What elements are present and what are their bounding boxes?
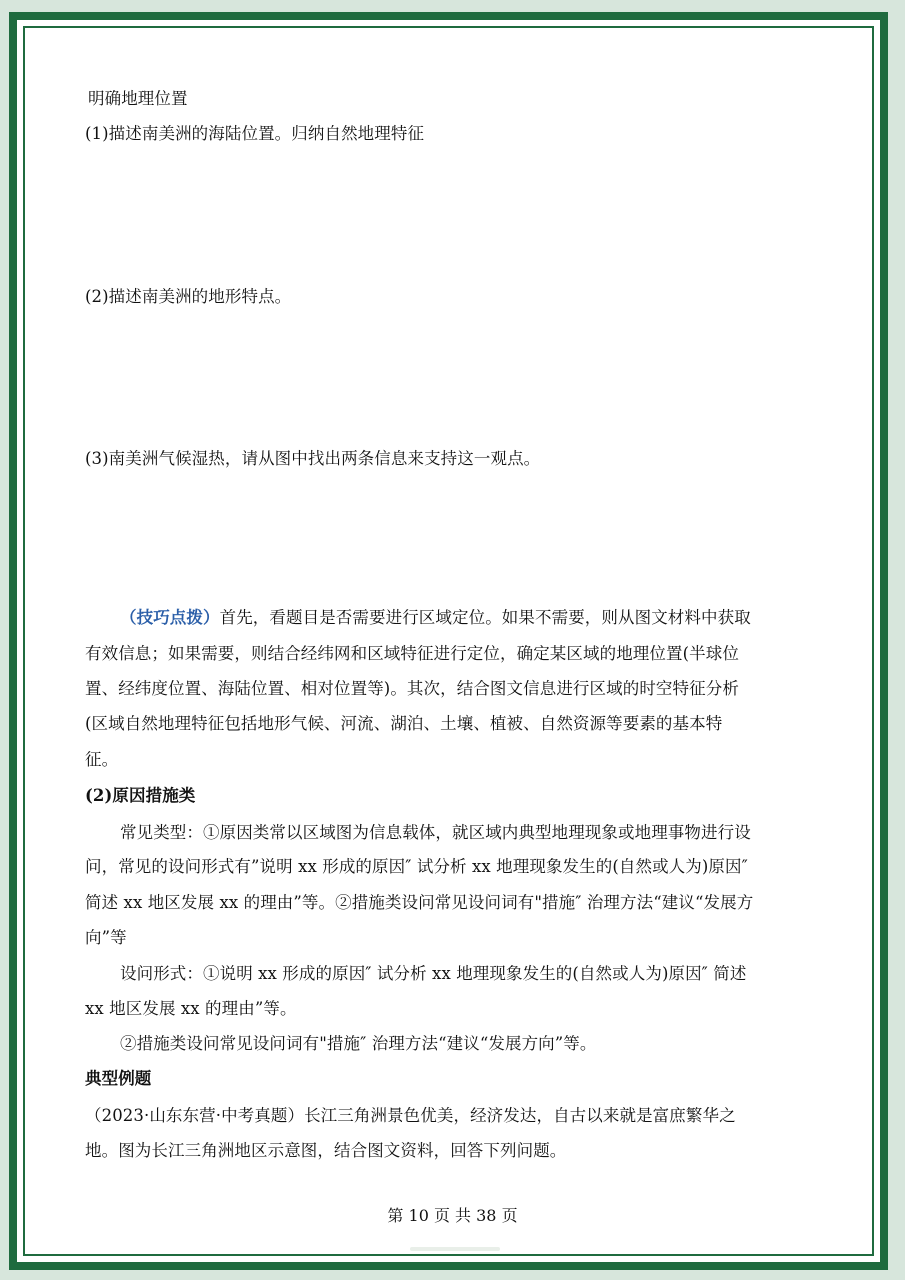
tip-text-1: 首先，看题目是否需要进行区域定位。如果不需要，则从图文材料中获取: [219, 608, 751, 627]
common-types-line-2: 问，常见的设问形式有”说明 xx 形成的原因″ 试分析 xx 地理现象发生的(自然或人为)原因″: [85, 857, 748, 876]
question-forms-line-1: 设问形式：①说明 xx 形成的原因″ 试分析 xx 地理现象发生的(自然或人为)原因″ 简述: [120, 964, 747, 983]
tip-paragraph-line-5: 征。: [85, 750, 119, 769]
tip-paragraph-line-3: 置、经纬度位置、海陆位置、相对位置等)。其次，结合图文信息进行区域的时空特征分析: [85, 679, 739, 698]
heading-location: 明确地理位置: [88, 89, 188, 108]
example-line-2: 地。图为长江三角洲地区示意图，结合图文资料，回答下列问题。: [85, 1141, 567, 1160]
common-types-line-3: 简述 xx 地区发展 xx 的理由”等。②措施类设问常见设问词有"措施″ 治理方法“建议“发展方: [85, 893, 754, 912]
common-types-line-1: 常见类型：①原因类常以区域图为信息载体，就区域内典型地理现象或地理事物进行设: [120, 823, 751, 842]
footer-watermark: [410, 1247, 500, 1251]
example-line-1: （2023·山东东营·中考真题）长江三角洲景色优美，经济发达，自古以来就是富庶繁华之: [85, 1106, 736, 1125]
question-2: (2)描述南美洲的地形特点。: [85, 287, 292, 306]
tip-paragraph-line-4: (区域自然地理特征包括地形气候、河流、湖泊、土壤、植被、自然资源等要素的基本特: [85, 714, 723, 733]
question-1: (1)描述南美洲的海陆位置。归纳自然地理特征: [85, 124, 425, 143]
tip-label: （技巧点拨）: [120, 608, 220, 627]
question-3: (3)南美洲气候湿热，请从图中找出两条信息来支持这一观点。: [85, 449, 541, 468]
tip-paragraph-line-1: [120, 608, 751, 628]
page-number-footer: 第 10 页 共 38 页: [387, 1206, 518, 1225]
example-title: 典型例题: [85, 1069, 152, 1088]
tip-paragraph-line-2: 有效信息；如果需要，则结合经纬网和区域特征进行定位，确定某区域的地理位置(半球位: [85, 644, 739, 663]
measures-line: ②措施类设问常见设问词有"措施″ 治理方法“建议“发展方向”等。: [120, 1034, 597, 1053]
section-2-title: (2)原因措施类: [85, 786, 196, 805]
common-types-line-4: 向”等: [85, 928, 127, 947]
question-forms-line-2: xx 地区发展 xx 的理由”等。: [85, 999, 297, 1018]
